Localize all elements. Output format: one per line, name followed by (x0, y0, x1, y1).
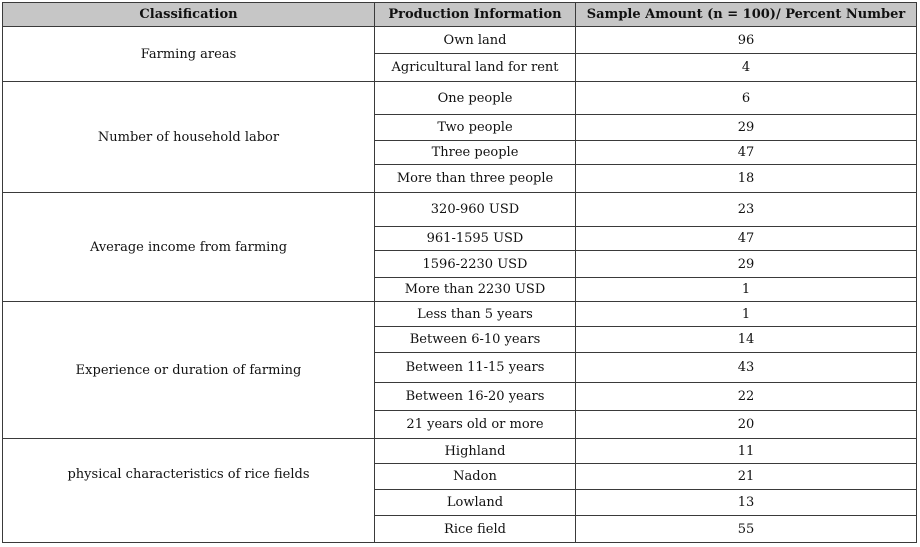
classification-cell: Average income from farming (3, 193, 375, 302)
header-row (3, 3, 917, 27)
info-cell: 320-960 USD (375, 193, 576, 227)
info-cell: One people (375, 82, 576, 115)
value-cell: 11 (576, 439, 917, 464)
info-cell: Two people (375, 115, 576, 141)
header-classification: Classification (3, 3, 375, 27)
header-sample-amount: Sample Amount (n = 100)/ Percent Number (576, 3, 917, 27)
value-cell: 20 (576, 411, 917, 439)
value-cell: 18 (576, 165, 917, 193)
info-cell: More than 2230 USD (375, 278, 576, 302)
value-cell: 29 (576, 251, 917, 278)
table-row (3, 439, 917, 464)
value-cell: 1 (576, 302, 917, 327)
survey-table (2, 2, 917, 543)
table-row (3, 82, 917, 115)
info-cell: Lowland (375, 490, 576, 516)
info-cell: 1596-2230 USD (375, 251, 576, 278)
info-cell: Agricultural land for rent (375, 54, 576, 82)
value-cell: 6 (576, 82, 917, 115)
info-cell: Rice field (375, 516, 576, 543)
value-cell: 4 (576, 54, 917, 82)
table-row (3, 193, 917, 227)
info-cell: Highland (375, 439, 576, 464)
info-cell: Less than 5 years (375, 302, 576, 327)
value-cell: 1 (576, 278, 917, 302)
info-cell: Three people (375, 141, 576, 165)
value-cell: 29 (576, 115, 917, 141)
value-cell: 23 (576, 193, 917, 227)
classification-cell: Number of household labor (3, 82, 375, 193)
classification-cell: physical characteristics of rice fields (3, 439, 375, 543)
value-cell: 47 (576, 141, 917, 165)
value-cell: 55 (576, 516, 917, 543)
info-cell: Between 11-15 years (375, 353, 576, 383)
info-cell: Nadon (375, 464, 576, 490)
info-cell: Between 6-10 years (375, 327, 576, 353)
info-cell: Own land (375, 27, 576, 54)
info-cell: Between 16-20 years (375, 383, 576, 411)
info-cell: 21 years old or more (375, 411, 576, 439)
classification-cell: Experience or duration of farming (3, 302, 375, 439)
value-cell: 14 (576, 327, 917, 353)
value-cell: 47 (576, 227, 917, 251)
table-row (3, 27, 917, 54)
table-row (3, 302, 917, 327)
value-cell: 43 (576, 353, 917, 383)
value-cell: 21 (576, 464, 917, 490)
value-cell: 96 (576, 27, 917, 54)
value-cell: 22 (576, 383, 917, 411)
classification-cell: Farming areas (3, 27, 375, 82)
info-cell: More than three people (375, 165, 576, 193)
header-production-information: Production Information (375, 3, 576, 27)
value-cell: 13 (576, 490, 917, 516)
info-cell: 961-1595 USD (375, 227, 576, 251)
